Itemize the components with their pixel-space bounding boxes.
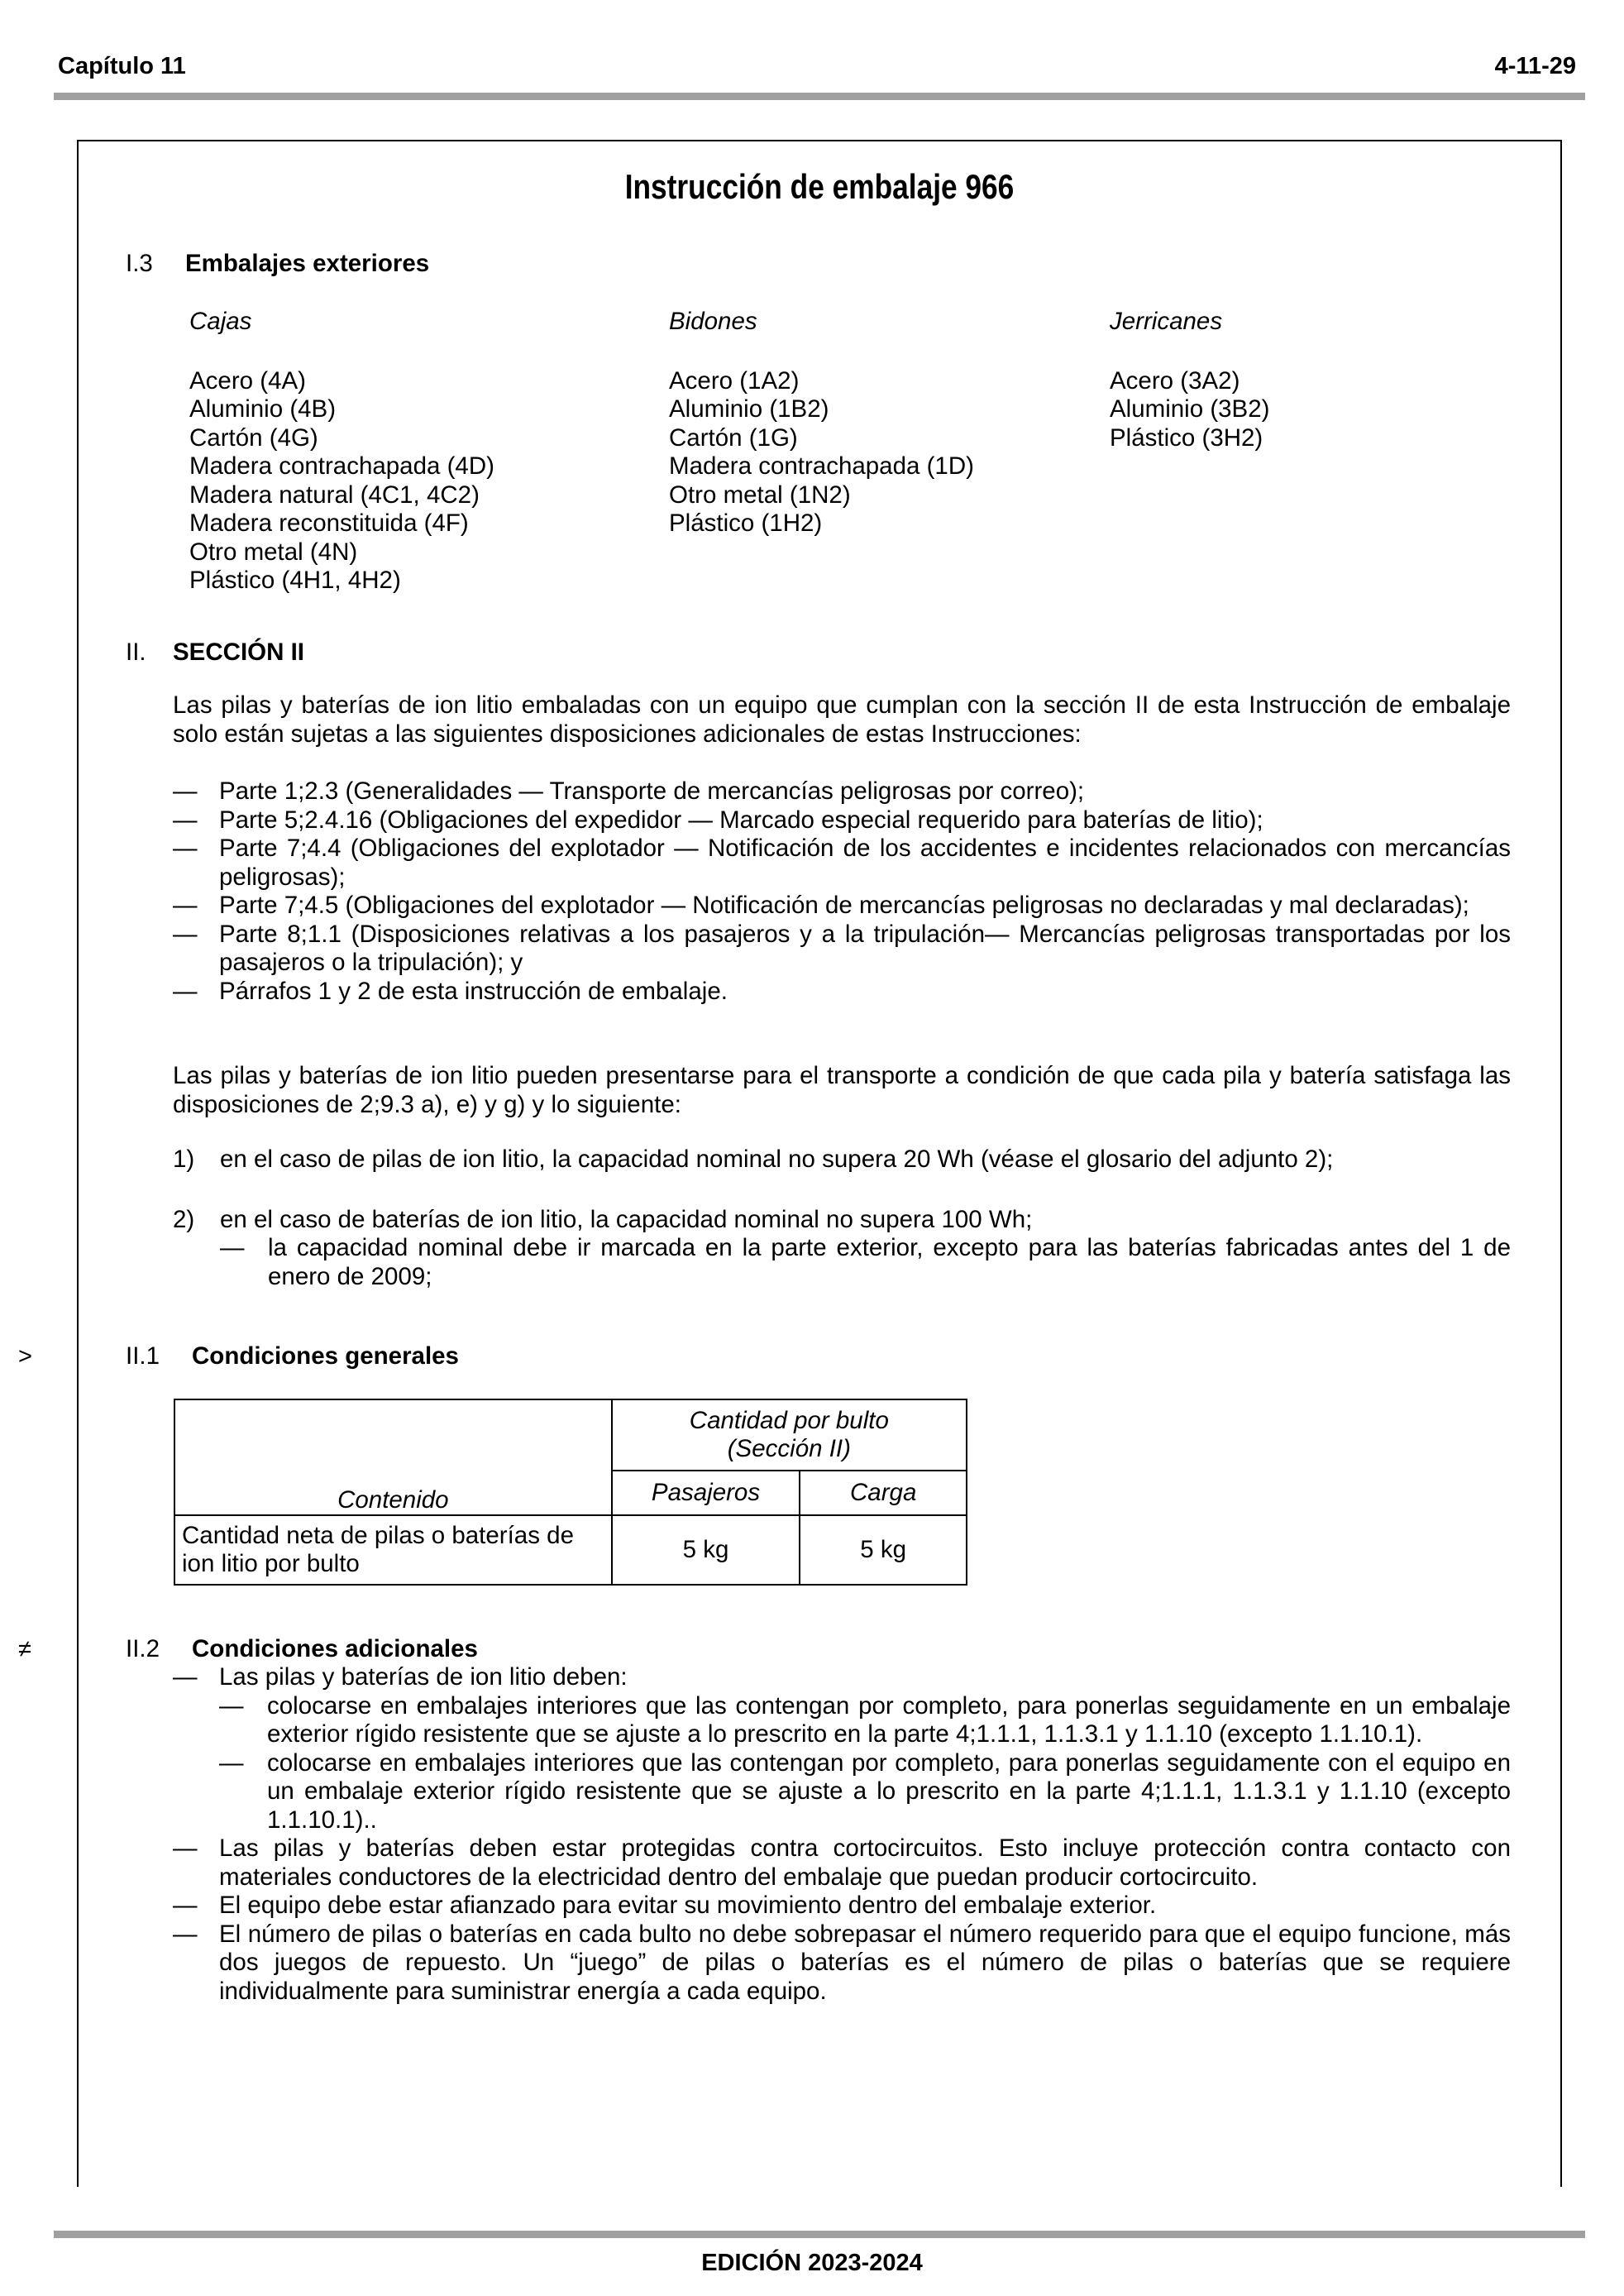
- additional-conditions-list: [173, 1663, 1511, 2006]
- dash-bullet: —: [219, 1691, 244, 1720]
- list-item: [173, 1892, 1511, 1921]
- provision-text: Parte 1;2.3 (Generalidades — Transporte de mercancías peligrosas por correo);: [219, 777, 1085, 805]
- header-passengers: Pasajeros: [612, 1471, 800, 1515]
- dash-bullet: —: [173, 1920, 198, 1948]
- list-item: [173, 777, 1511, 806]
- condition-text: colocarse en embalajes interiores que las contengan por completo, para ponerlas seguidamente en un embalaje exterior rígido resistente que se ajuste a lo prescrito en la parte 4;1.1.1, 1.1.3.1 y 1.1.10 (excepto 1.1.10.1).: [267, 1691, 1511, 1748]
- chapter-label: Capítulo 11: [58, 53, 186, 79]
- list-item: Acero (4A): [189, 366, 306, 395]
- section-i3-number: I.3: [126, 250, 153, 277]
- row-cargo: 5 kg: [800, 1515, 967, 1585]
- section-ii2-heading: Condiciones adicionales: [192, 1635, 478, 1662]
- frame-left-border: [77, 140, 79, 2187]
- item-2-text: en el caso de baterías de ion litio, la capacidad nominal no supera 100 Wh;: [220, 1206, 1033, 1233]
- dash-bullet: —: [173, 977, 198, 1005]
- item-2-sub: [220, 1234, 1511, 1291]
- column-bidones: [669, 308, 974, 538]
- provisions-list: [173, 777, 1511, 1006]
- quantity-table: [174, 1399, 967, 1586]
- item-number: 2): [173, 1206, 195, 1233]
- section-ii-intro: Las pilas y baterías de ion litio embaladas con un equipo que cumplan con la sección II de esta Instrucción de embalaje solo están sujetas a las siguientes disposiciones adicionales de estas Instrucciones:: [173, 691, 1511, 748]
- dash-bullet: —: [173, 806, 198, 834]
- sub-text: la capacidad nominal debe ir marcada en la parte exterior, excepto para las baterías fabricadas antes del 1 de enero de 2009;: [268, 1234, 1511, 1290]
- list-item: Cartón (4G): [189, 423, 318, 452]
- sub-list-item: [219, 1749, 1511, 1835]
- provision-text: Parte 8;1.1 (Disposiciones relativas a los pasajeros y a la tripulación— Mercancías peligrosas transportadas por los pasajeros o la tripulación); y: [219, 920, 1511, 976]
- list-item: [173, 835, 1511, 892]
- row-contents: Cantidad neta de pilas o baterías de ion litio por bulto: [174, 1515, 612, 1585]
- condition-text: Las pilas y baterías de ion litio deben:: [219, 1663, 628, 1691]
- column-cajas: [189, 308, 494, 596]
- list-item: Plástico (4H1, 4H2): [189, 567, 401, 594]
- frame-right-border: [1560, 140, 1562, 2187]
- list-item: Aluminio (3B2): [1110, 395, 1270, 423]
- list-item: Acero (1A2): [669, 366, 800, 395]
- column-heading: Cajas: [189, 308, 252, 335]
- list-item: Madera contrachapada (4D): [189, 452, 494, 480]
- header-rule: [54, 93, 1585, 100]
- list-item: [173, 806, 1511, 835]
- row-passengers: 5 kg: [612, 1515, 800, 1585]
- list-item: Aluminio (1B2): [669, 395, 829, 423]
- item-number: 1): [173, 1146, 195, 1173]
- condition-text: El equipo debe estar afianzado para evitar su movimiento dentro del embalaje exterior.: [219, 1892, 1157, 1919]
- list-item: [173, 1834, 1511, 1892]
- footer-rule: [54, 2231, 1585, 2238]
- section-ii1-number: II.1: [126, 1342, 160, 1370]
- sub-list-item: [219, 1692, 1511, 1749]
- list-item: [173, 978, 1511, 1007]
- section-ii-heading: SECCIÓN II: [173, 639, 304, 666]
- list-item: [173, 1921, 1511, 2007]
- dash-bullet: —: [173, 1892, 198, 1919]
- dash-bullet: —: [173, 835, 198, 862]
- list-item: Acero (3A2): [1110, 366, 1240, 395]
- column-heading: Jerricanes: [1110, 308, 1223, 335]
- dash-bullet: —: [173, 920, 198, 948]
- condition-text: El número de pilas o baterías en cada bulto no debe sobrepasar el número requerido para que el equipo funcione, más dos juegos de repuesto. Un “juego” de pilas o baterías es el número de pilas o baterías que se requiere individualmente para suministrar energía a cada equipo.: [219, 1920, 1511, 2005]
- list-item: Madera natural (4C1, 4C2): [189, 481, 480, 509]
- list-item: Otro metal (4N): [189, 538, 358, 566]
- provision-text: Párrafos 1 y 2 de esta instrucción de embalaje.: [219, 977, 728, 1005]
- list-item: [173, 1663, 1511, 1692]
- list-item: Plástico (1H2): [669, 509, 823, 537]
- dash-bullet: —: [173, 777, 198, 805]
- provision-text: Parte 7;4.5 (Obligaciones del explotador — Notificación de mercancías peligrosas no declaradas y mal declaradas);: [219, 892, 1469, 919]
- list-item: Otro metal (1N2): [669, 481, 851, 509]
- header-contents: Contenido: [174, 1399, 612, 1515]
- page-number: 4-11-29: [1494, 53, 1576, 79]
- section-ii-para2: Las pilas y baterías de ion litio pueden presentarse para el transporte a condición de que cada pila y batería satisfaga las disposiciones de 2;9.3 a), e) y g) y lo siguiente:: [173, 1062, 1511, 1118]
- condition-text: Las pilas y baterías deben estar protegidas contra cortocircuitos. Esto incluye protección contra contacto con materiales conductores de la electricidad dentro del embalaje que puedan producir cortocircuito.: [219, 1834, 1511, 1891]
- list-item: Plástico (3H2): [1110, 423, 1263, 452]
- dash-bullet: —: [173, 892, 198, 919]
- edition-footer: EDICIÓN 2023-2024: [701, 2250, 923, 2276]
- provision-text: Parte 7;4.4 (Obligaciones del explotador — Notificación de los accidentes e incidentes relacionados con mercancías peligrosas);: [219, 835, 1511, 891]
- section-ii-number: II.: [126, 639, 146, 666]
- list-item: [173, 892, 1511, 921]
- header-quantity-group: Cantidad por bulto (Sección II): [612, 1399, 967, 1471]
- margin-change-mark: >: [18, 1343, 32, 1370]
- header-cargo: Carga: [800, 1471, 967, 1515]
- dash-bullet: —: [219, 1748, 244, 1777]
- section-i3-heading: Embalajes exteriores: [185, 250, 430, 277]
- list-item: Cartón (1G): [669, 423, 798, 452]
- page-title: Instrucción de embalaje 966: [624, 167, 1015, 206]
- dash-bullet: —: [220, 1234, 245, 1261]
- dash-bullet: —: [173, 1834, 198, 1862]
- item-1-text: en el caso de pilas de ion litio, la capacidad nominal no supera 20 Wh (véase el glosario del adjunto 2);: [220, 1146, 1334, 1173]
- frame-top-border: [77, 140, 1562, 141]
- section-ii1-heading: Condiciones generales: [192, 1342, 459, 1370]
- list-item: [173, 921, 1511, 978]
- margin-change-mark: ≠: [18, 1636, 31, 1662]
- column-heading: Bidones: [669, 308, 757, 335]
- list-item: Madera contrachapada (1D): [669, 452, 974, 480]
- list-item: Aluminio (4B): [189, 395, 337, 423]
- provision-text: Parte 5;2.4.16 (Obligaciones del expedidor — Marcado especial requerido para baterías de litio);: [219, 806, 1263, 834]
- list-item: Madera reconstituida (4F): [189, 509, 469, 537]
- condition-text: colocarse en embalajes interiores que las contengan por completo, para ponerlas seguidamente con el equipo en un embalaje exterior rígido resistente que se ajuste a lo prescrito en la parte 4;1.1.1, 1.1.3.1 y 1.1.10 (excepto 1.1.10.1)..: [267, 1748, 1511, 1834]
- dash-bullet: —: [173, 1663, 198, 1691]
- column-jerricanes: [1110, 308, 1269, 452]
- section-ii2-number: II.2: [126, 1635, 160, 1662]
